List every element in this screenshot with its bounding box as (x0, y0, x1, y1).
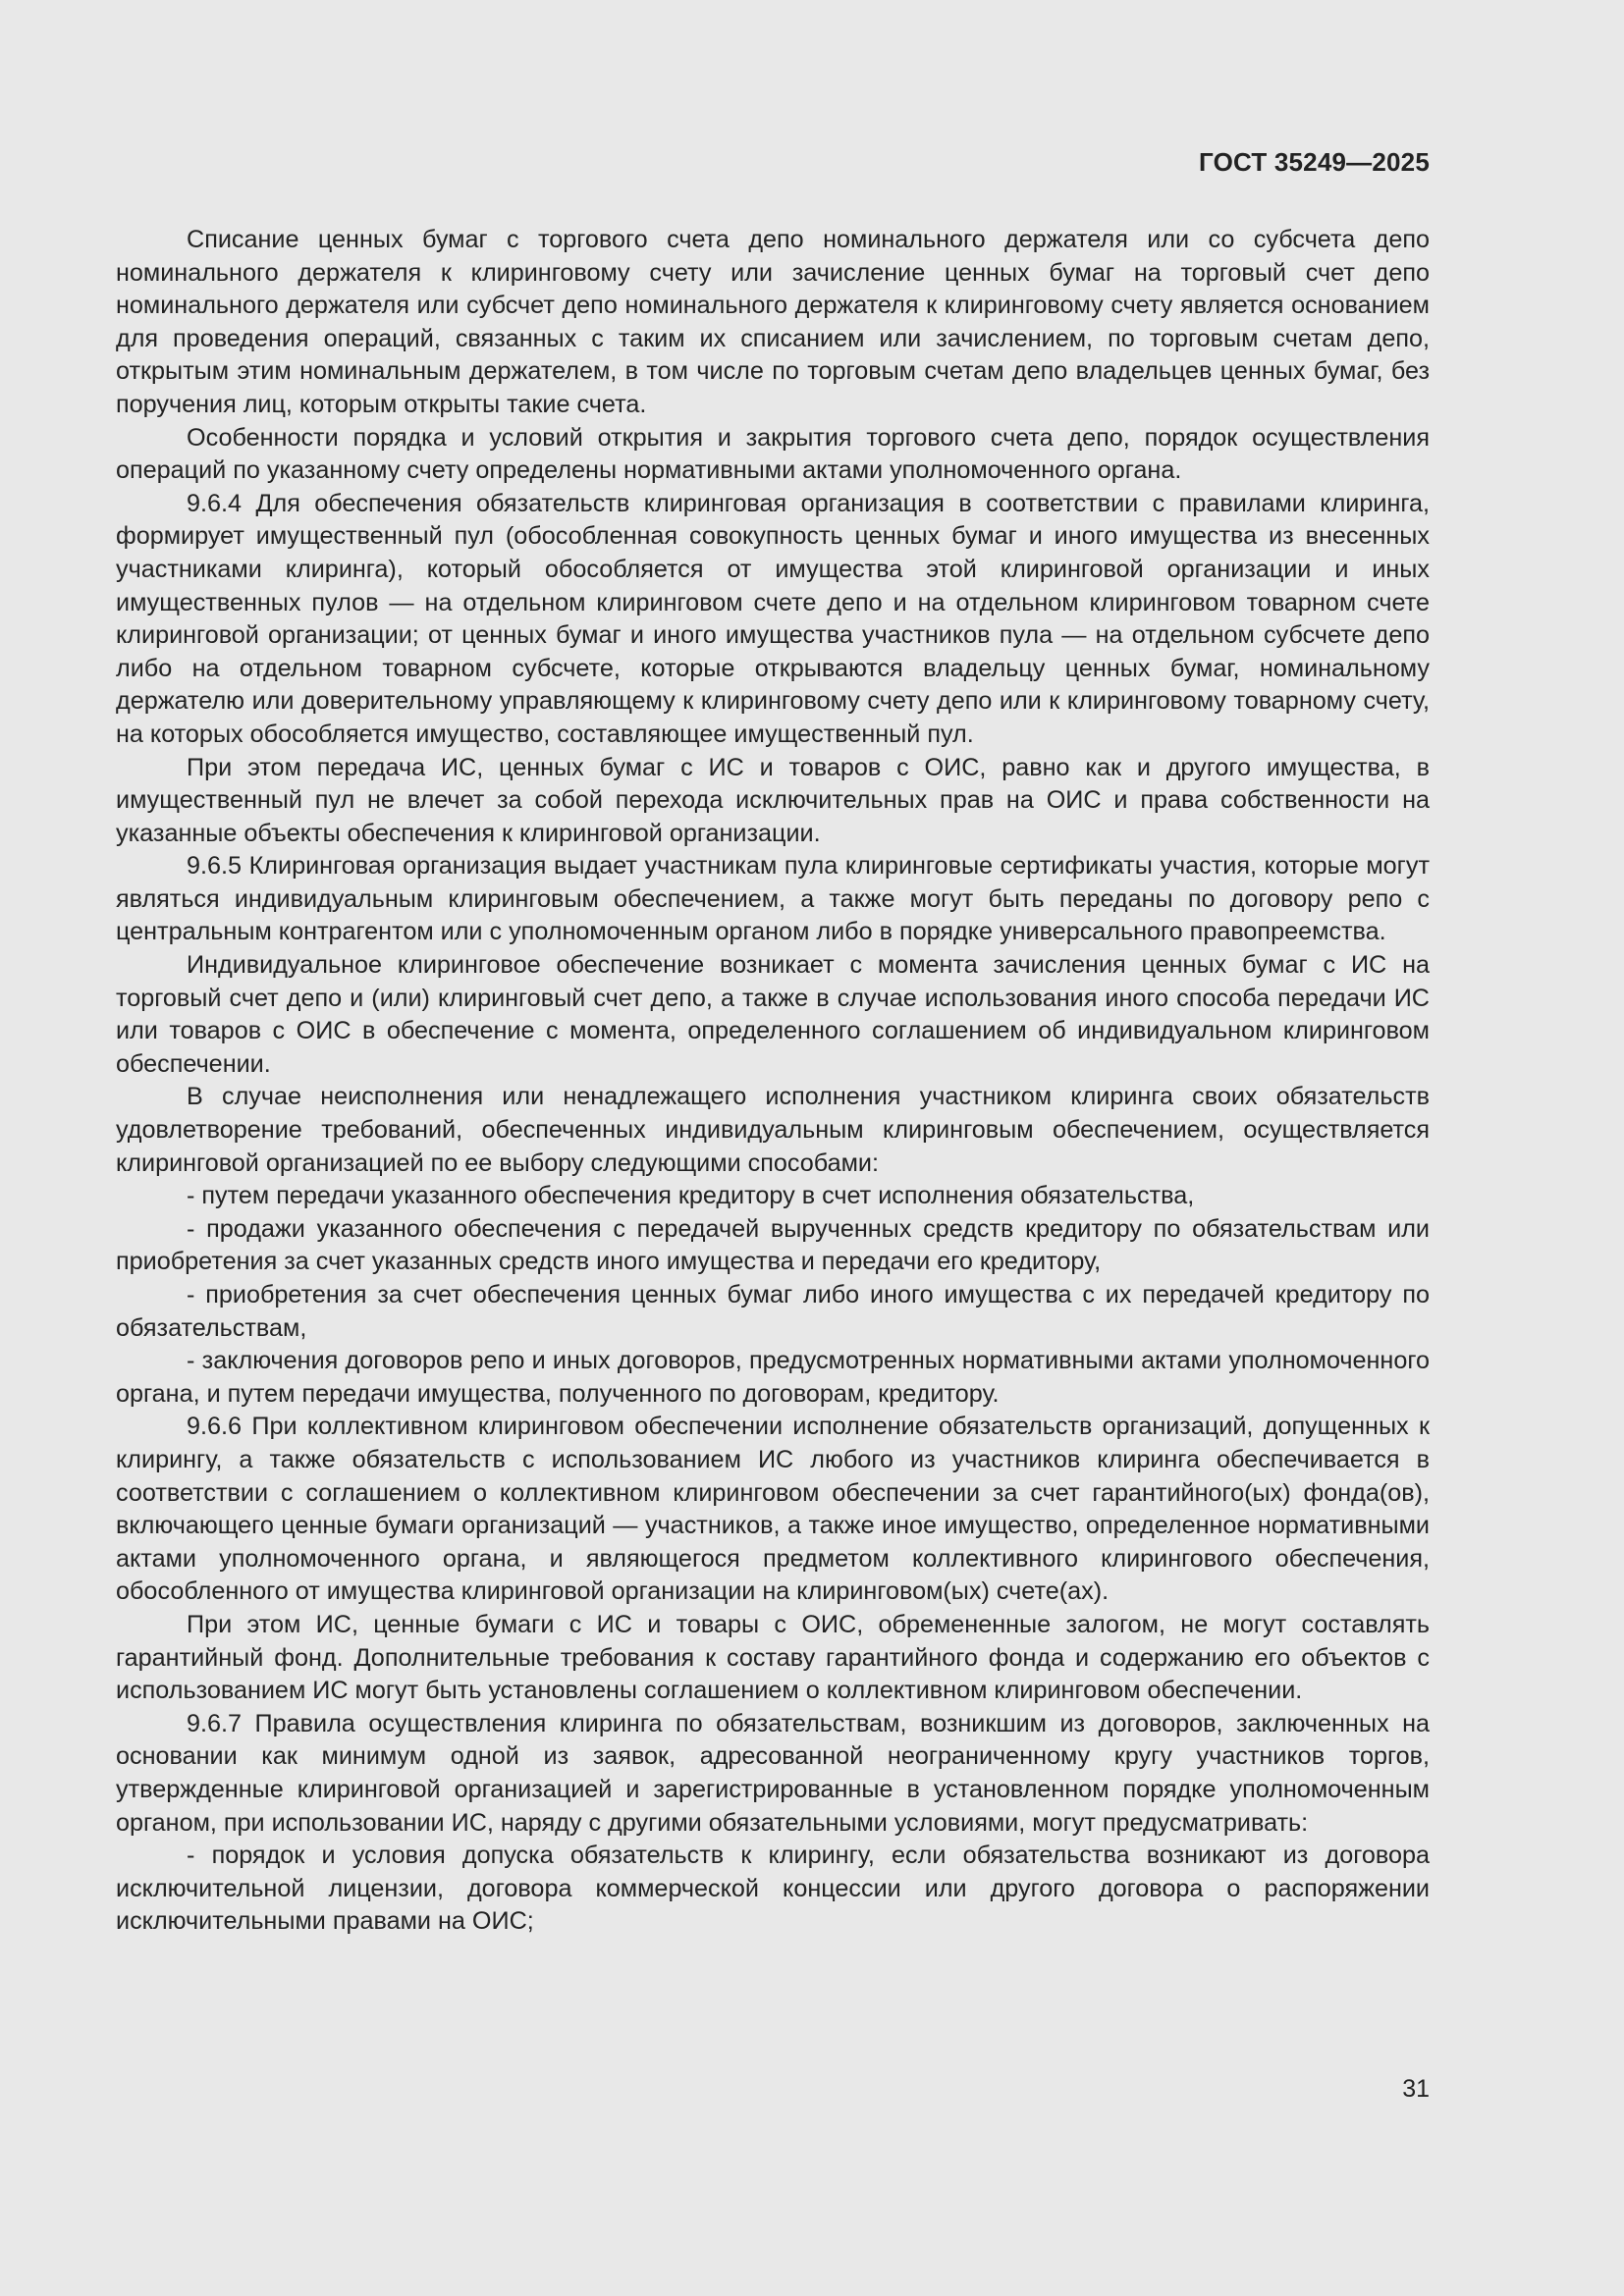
list-item: - приобретения за счет обеспечения ценных бумаг либо иного имущества с их передачей кредитору по обязательствам, (116, 1281, 1430, 1342)
document-code-header: ГОСТ 35249—2025 (1199, 147, 1430, 177)
paragraph: Списание ценных бумаг с торгового счета депо номинального держателя или со субсчета депо номинального держателя к клиринговому счету или зачисление ценных бумаг на торговый счет депо номинального держателя или субсчет депо номинального держателя к клиринговому счету является основанием для проведения операций, связанных с таким их списанием или зачислением, по торговым счетам депо, открытым этим номинальным держателем, в том числе по торговым счетам депо владельцев ценных бумаг, без поручения лиц, которым открыты такие счета. (116, 226, 1430, 418)
paragraph: Особенности порядка и условий открытия и закрытия торгового счета депо, порядок осуществления операций по указанному счету определены нормативными актами уполномоченного органа. (116, 423, 1430, 485)
paragraph: При этом ИС, ценные бумаги с ИС и товары с ОИС, обремененные залогом, не могут составлять гарантийный фонд. Дополнительные требования к составу гарантийного фонда и содержанию его объектов с использованием ИС могут быть установлены соглашением о коллективном клиринговом обеспечении. (116, 1610, 1430, 1705)
document-body (116, 224, 1430, 1939)
paragraph-clause-9-6-4: 9.6.4 Для обеспечения обязательств клиринговая организация в соответствии с правилами клиринга, формирует имущественный пул (обособленная совокупность ценных бумаг и иного имущества из внесенных участниками клиринга), который обособляется от имущества этой клиринговой организации и иных имущественных пулов — на отдельном клиринговом счете депо и на отдельном клиринговом товарном счете клиринговой организации; от ценных бумаг и иного имущества участников пула — на отдельном субсчете депо либо на отдельном товарном субсчете, которые открываются владельцу ценных бумаг, номинальному держателю или доверительному управляющему к клиринговому счету депо или к клиринговому товарному счету, на которых обособляется имущество, составляющее имущественный пул. (116, 489, 1430, 748)
page-number: 31 (1402, 2075, 1430, 2103)
paragraph: При этом передача ИС, ценных бумаг с ИС и товаров с ОИС, равно как и другого имущества, в имущественный пул не влечет за собой перехода исключительных прав на ОИС и права собственности на указанные объекты обеспечения к клиринговой организации. (116, 753, 1430, 847)
paragraph: В случае неисполнения или ненадлежащего исполнения участником клиринга своих обязательств удовлетворение требований, обеспеченных индивидуальным клиринговым обеспечением, осуществляется клиринговой организацией по ее выбору следующими способами: (116, 1083, 1430, 1177)
paragraph-clause-9-6-5: 9.6.5 Клиринговая организация выдает участникам пула клиринговые сертификаты участия, которые могут являться индивидуальным клиринговым обеспечением, а также могут быть переданы по договору репо с центральным контрагентом или с уполномоченным органом либо в порядке универсального правопреемства. (116, 852, 1430, 946)
list-item: - продажи указанного обеспечения с передачей вырученных средств кредитору по обязательствам или приобретения за счет указанных средств иного имущества и передачи его кредитору, (116, 1214, 1430, 1276)
paragraph: Индивидуальное клиринговое обеспечение возникает с момента зачисления ценных бумаг с ИС на торговый счет депо и (или) клиринговый счет депо, а также в случае использования иного способа передачи ИС или товаров с ОИС в обеспечение с момента, определенного соглашением об индивидуальном клиринговом обеспечении. (116, 951, 1430, 1078)
paragraph-clause-9-6-7: 9.6.7 Правила осуществления клиринга по обязательствам, возникшим из договоров, заключенных на основании как минимум одной из заявок, адресованной неограниченному кругу участников торгов, утвержденные клиринговой организацией и зарегистрированные в установленном порядке уполномоченным органом, при использовании ИС, наряду с другими обязательными условиями, могут предусматривать: (116, 1709, 1430, 1837)
list-item: - заключения договоров репо и иных договоров, предусмотренных нормативными актами уполномоченного органа, и путем передачи имущества, полученного по договорам, кредитору. (116, 1347, 1430, 1408)
list-item: - порядок и условия допуска обязательств к клирингу, если обязательства возникают из договора исключительной лицензии, договора коммерческой концессии или другого договора о распоряжении исключительными правами на ОИС; (116, 1842, 1430, 1936)
paragraph-clause-9-6-6: 9.6.6 При коллективном клиринговом обеспечении исполнение обязательств организаций, допущенных к клирингу, а также обязательств с использованием ИС любого из участников клиринга обеспечивается в соответствии с соглашением о коллективном клиринговом обеспечении за счет гарантийного(ых) фонда(ов), включающего ценные бумаги организаций — участников, а также иное имущество, определенное нормативными актами уполномоченного органа, и являющегося предметом коллективного клирингового обеспечения, обособленного от имущества клиринговой организации на клиринговом(ых) счете(ах). (116, 1413, 1430, 1606)
list-item: - путем передачи указанного обеспечения кредитору в счет исполнения обязательства, (187, 1182, 1195, 1210)
